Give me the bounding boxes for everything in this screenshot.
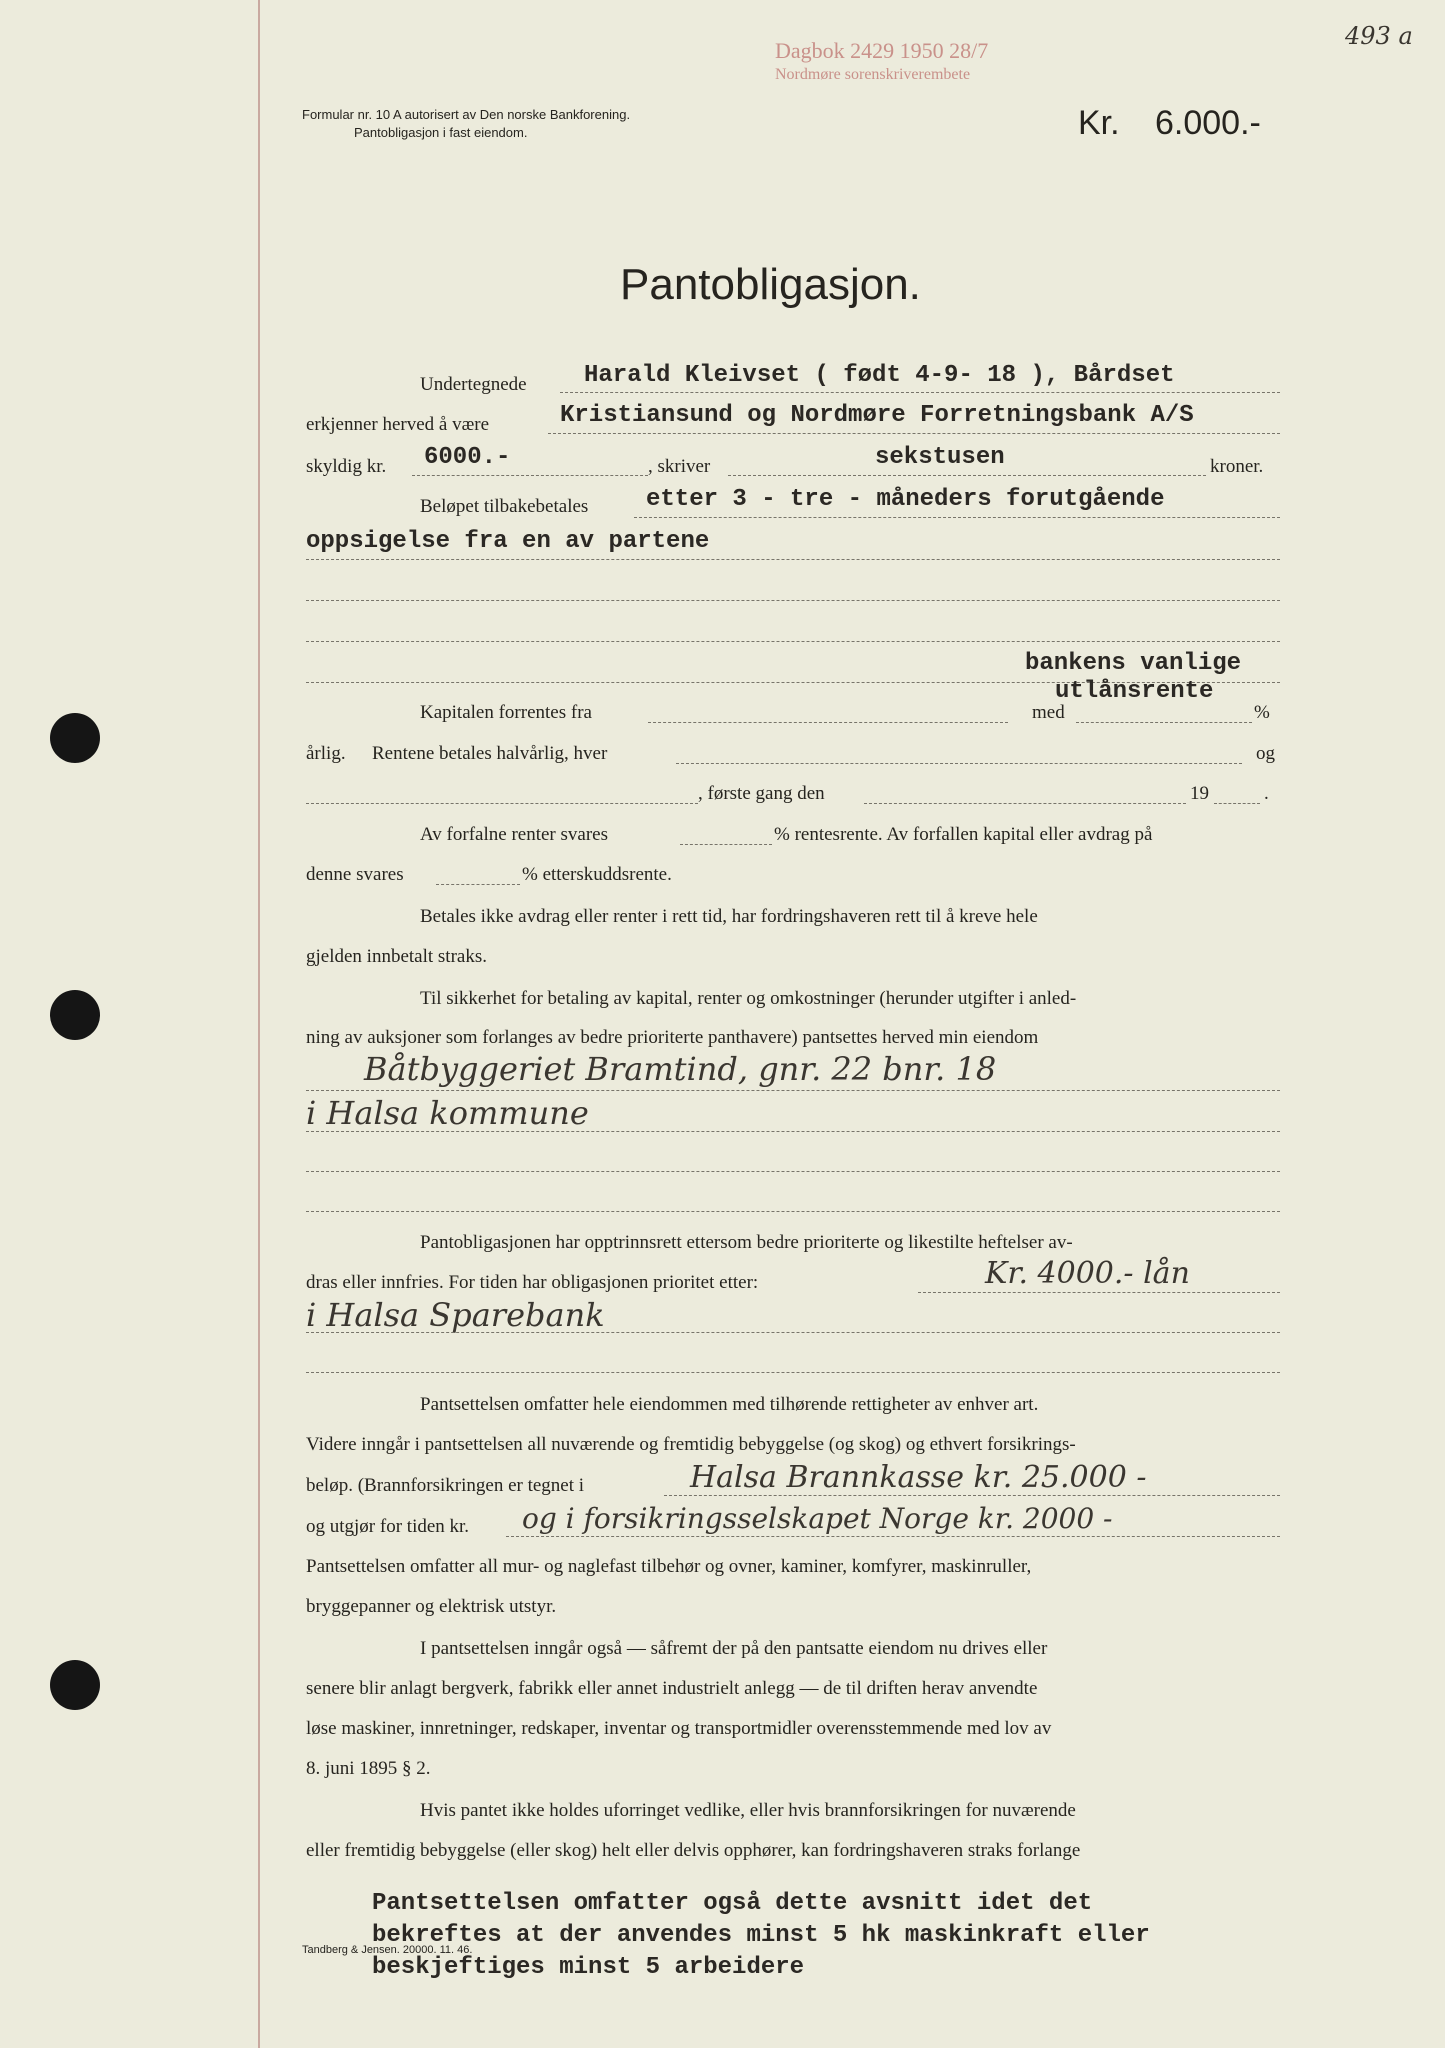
registry-stamp-line2: Nordmøre sorenskriverembete (775, 66, 971, 83)
label-belopet: Beløpet tilbakebetales (420, 496, 589, 517)
fill-line (728, 475, 1206, 476)
text-forfalne-d: % etterskuddsrente. (522, 864, 672, 885)
fill-line (676, 763, 1242, 764)
sum-words: sekstusen (875, 444, 1005, 471)
fill-line (1214, 803, 1260, 804)
label-year: 19 (1190, 783, 1209, 804)
text-omfatter-5: Pantsettelsen omfatter all mur- og naglefast tilbehør og ovner, kaminer, komfyrer, maskinruller, (306, 1556, 1032, 1577)
label-skyldig: skyldig kr. (306, 456, 387, 477)
label-dot: . (1264, 783, 1269, 804)
fill-line (1076, 722, 1252, 723)
text-hvis-1: Hvis pantet ikke holdes uforringet vedlike, eller hvis brannforsikringen for nuværende (420, 1800, 1076, 1821)
addendum-line3: beskjeftiges minst 5 arbeidere (372, 1954, 805, 1981)
document-title: Pantobligasjon. (620, 260, 921, 309)
registry-stamp-line1: Dagbok 2429 1950 28/7 (775, 38, 989, 63)
label-erkjenner: erkjenner herved å være (306, 414, 490, 435)
fill-line (560, 392, 1280, 393)
fill-line (412, 475, 648, 476)
punch-hole (50, 713, 100, 763)
text-omfatter-1: Pantsettelsen omfatter hele eiendommen med tilhørende rettigheter av enhver art. (420, 1394, 1039, 1415)
fill-line (306, 559, 1280, 560)
fill-line (306, 1090, 1280, 1091)
addendum-line2: bekreftes at der anvendes minst 5 hk maskinkraft eller (372, 1922, 1150, 1949)
insurance-handwritten-2: og i forsikringsselskapet Norge kr. 2000 - (522, 1502, 1113, 1535)
text-forfalne-a: Av forfalne renter svares (420, 824, 608, 845)
priority-handwritten-1: Kr. 4000.- lån (985, 1256, 1190, 1291)
margin-rule (258, 0, 260, 2048)
text-industri-4: 8. juni 1895 § 2. (306, 1758, 431, 1779)
label-kroner: kroner. (1210, 456, 1264, 477)
form-note-line2: Pantobligasjon i fast eiendom. (354, 125, 528, 140)
repayment-terms-line2: oppsigelse fra en av partene (306, 528, 710, 555)
interest-rate-line1: bankens vanlige (1025, 650, 1242, 677)
text-betales-2: gjelden innbetalt straks. (306, 946, 487, 967)
label-og: og (1256, 743, 1275, 764)
fill-line (306, 1372, 1280, 1373)
label-forste-gang: , første gang den (698, 783, 825, 804)
fill-line (306, 1131, 1280, 1132)
text-sikkerhet-2: ning av auksjoner som forlanges av bedre prioriterte panthavere) pantsettes herved min eiendom (306, 1027, 1039, 1048)
text-omfatter-4: og utgjør for tiden kr. (306, 1516, 470, 1537)
text-hvis-2: eller fremtidig bebyggelse (eller skog) helt eller delvis opphører, kan fordringshaveren straks forlange (306, 1840, 1081, 1861)
label-arlig: årlig. (306, 743, 346, 764)
fill-line (506, 1536, 1280, 1537)
fill-line (680, 844, 772, 845)
text-industri-2: senere blir anlagt bergverk, fabrikk eller annet industrielt anlegg — de til driften herav anvendte (306, 1678, 1038, 1699)
label-med: med (1032, 702, 1065, 723)
fill-line (306, 600, 1280, 601)
amount-label: Kr. (1078, 104, 1120, 142)
fill-line (918, 1292, 1280, 1293)
printer-imprint: Tandberg & Jensen. 20000. 11. 46. (302, 1944, 473, 1956)
text-industri-3: løse maskiner, innretninger, redskaper, inventar og transportmidler overensstemmende med lov av (306, 1718, 1052, 1739)
fill-line (634, 517, 1280, 518)
fill-line (306, 1211, 1280, 1212)
debtor-name: Harald Kleivset ( født 4-9- 18 ), Bårdset (584, 362, 1175, 389)
label-undertegnede: Undertegnede (420, 374, 527, 395)
fill-line (306, 641, 1280, 642)
punch-hole (50, 990, 100, 1040)
punch-hole (50, 1660, 100, 1710)
interest-rate-line2: utlånsrente (1055, 678, 1214, 705)
fill-line (306, 1332, 1280, 1333)
fill-line (648, 722, 1008, 723)
creditor-name: Kristiansund og Nordmøre Forretningsbank A/S (560, 402, 1194, 429)
fill-line (306, 1171, 1280, 1172)
text-omfatter-3: beløp. (Brannforsikringen er tegnet i (306, 1475, 585, 1496)
label-kapitalen: Kapitalen forrentes fra (420, 702, 592, 723)
label-renter: Rentene betales halvårlig, hver (372, 743, 608, 764)
form-note-line1: Formular nr. 10 A autorisert av Den norske Bankforening. (302, 107, 631, 122)
text-opptrinn-1: Pantobligasjonen har opptrinnsrett ettersom bedre prioriterte og likestilte heftelser av- (420, 1232, 1073, 1253)
text-betales-1: Betales ikke avdrag eller renter i rett tid, har fordringshaveren rett til å kreve hele (420, 906, 1038, 927)
text-sikkerhet-1: Til sikkerhet for betaling av kapital, renter og omkostninger (herunder utgifter i anled- (420, 988, 1077, 1009)
sum-digits: 6000.- (424, 444, 511, 471)
fill-line (436, 884, 520, 885)
fill-line (306, 803, 698, 804)
repayment-terms-line1: etter 3 - tre - måneders forutgående (646, 486, 1165, 513)
fill-line (548, 433, 1280, 434)
text-industri-1: I pantsettelsen inngår også — såfremt der på den pantsatte eiendom nu drives eller (420, 1638, 1048, 1659)
priority-handwritten-2: i Halsa Sparebank (306, 1296, 605, 1334)
insurance-handwritten-1: Halsa Brannkasse kr. 25.000 - (690, 1460, 1147, 1495)
amount-value: 6.000.- (1155, 104, 1261, 142)
text-omfatter-2: Videre inngår i pantsettelsen all nuværende og fremtidig bebyggelse (og skog) og ethvert forsikrings- (306, 1434, 1076, 1455)
fill-line (864, 803, 1186, 804)
text-omfatter-6: bryggepanner og elektrisk utstyr. (306, 1596, 557, 1617)
addendum-line1: Pantsettelsen omfatter også dette avsnitt idet det (372, 1890, 1093, 1917)
text-forfalne-c: denne svares (306, 864, 404, 885)
property-handwritten-1: Båtbyggeriet Bramtind, gnr. 22 bnr. 18 (364, 1050, 997, 1088)
page-number: 493 a (1345, 22, 1413, 50)
property-handwritten-2: i Halsa kommune (306, 1094, 589, 1132)
fill-line (664, 1495, 1280, 1496)
text-opptrinn-2: dras eller innfries. For tiden har obligasjonen prioritet etter: (306, 1272, 759, 1293)
label-skriver: , skriver (648, 456, 711, 477)
text-forfalne-b: % rentesrente. Av forfallen kapital eller avdrag på (774, 824, 1153, 845)
percent-sign: % (1254, 702, 1270, 723)
